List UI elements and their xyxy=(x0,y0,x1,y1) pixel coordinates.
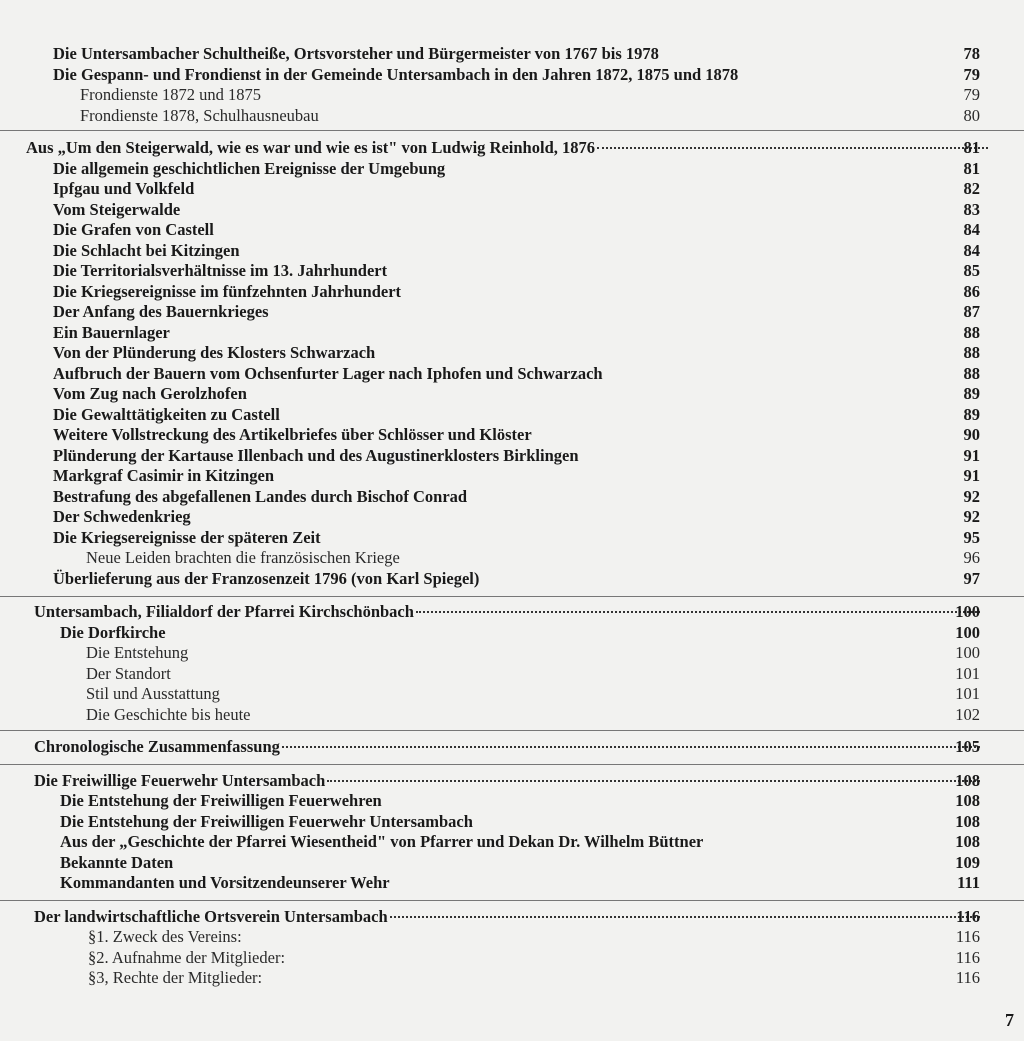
toc-page-number: 90 xyxy=(963,425,980,444)
toc-entry-title: Die Entstehung xyxy=(86,643,189,662)
toc-entry-title: Die Kriegsereignisse der späteren Zeit xyxy=(53,527,321,547)
toc-page-number: 102 xyxy=(955,704,980,724)
toc-page-number: 81 xyxy=(963,138,980,157)
toc-chapter-title: Die Freiwillige Feuerwehr Untersambach xyxy=(34,770,326,790)
toc-page-number: 83 xyxy=(963,199,980,219)
toc-page-number: 108 xyxy=(955,832,980,851)
toc-entry-title: Frondienste 1878, Schulhausneubau xyxy=(80,105,319,125)
toc-entry-title: Ein Bauernlager xyxy=(53,322,170,342)
toc-entry xyxy=(0,968,1024,989)
leader-dots xyxy=(416,611,980,613)
toc-page-number: 100 xyxy=(955,622,980,642)
toc-entry-title: Markgraf Casimir in Kitzingen xyxy=(53,466,275,485)
toc-page-number: 79 xyxy=(963,64,980,84)
toc-entry xyxy=(0,466,1024,487)
toc-page-number: 89 xyxy=(963,384,980,403)
toc-page-number: 92 xyxy=(963,507,980,526)
toc-entry xyxy=(0,853,1024,874)
toc-entry-title: Kommandanten und Vorsitzendeunserer Wehr xyxy=(60,873,390,892)
toc-entry xyxy=(0,623,1024,644)
toc-entry-title: Die Kriegsereignisse im fünfzehnten Jahrhundert xyxy=(53,281,402,301)
leader-dots xyxy=(327,780,980,782)
toc-chapter-title: Der landwirtschaftliche Ortsverein Untersambach xyxy=(34,906,388,926)
toc-entry xyxy=(0,106,1024,127)
leader-dots xyxy=(597,147,988,149)
toc-page-number: 95 xyxy=(963,527,980,547)
toc-entry xyxy=(0,323,1024,344)
toc-entry-title: Bekannte Daten xyxy=(60,852,174,872)
toc-entry xyxy=(0,684,1024,705)
toc-page-number: 84 xyxy=(963,240,980,260)
toc-entry xyxy=(0,302,1024,323)
toc-page-number: 105 xyxy=(955,737,980,756)
toc-page-number: 116 xyxy=(955,968,980,987)
toc-entry xyxy=(0,405,1024,426)
toc-section xyxy=(0,764,1024,900)
toc-page-number: 89 xyxy=(963,404,980,424)
toc-entry xyxy=(0,791,1024,812)
toc-entry-title: §2. Aufnahme der Mitglieder: xyxy=(88,947,286,967)
toc-entry-title: §1. Zweck des Vereins: xyxy=(88,927,242,946)
toc-section xyxy=(0,0,1024,130)
toc-section xyxy=(0,596,1024,730)
toc-entry xyxy=(0,832,1024,853)
toc-entry xyxy=(0,812,1024,833)
leader-dots xyxy=(390,916,980,918)
toc-page-number: 116 xyxy=(955,927,980,946)
toc-entry-title: Neue Leiden brachten die französischen Kriege xyxy=(86,548,400,567)
toc-entry-title: Die Grafen von Castell xyxy=(53,220,214,239)
toc-entry xyxy=(0,548,1024,569)
toc-page-number: 88 xyxy=(963,343,980,362)
toc-page-number: 88 xyxy=(963,322,980,342)
toc-entry-title: Die Territorialsverhältnisse im 13. Jahrhundert xyxy=(53,261,388,280)
toc-chapter xyxy=(0,771,1024,792)
toc-entry xyxy=(0,528,1024,549)
toc-page-number: 108 xyxy=(955,811,980,831)
toc-entry xyxy=(0,705,1024,726)
toc-entry xyxy=(0,200,1024,221)
toc-entry-title: Aufbruch der Bauern vom Ochsenfurter Lager nach Iphofen und Schwarzach xyxy=(53,363,603,383)
toc-entry-title: Die Gewalttätigkeiten zu Castell xyxy=(53,404,280,424)
toc-page-number: 86 xyxy=(963,281,980,301)
toc-entry xyxy=(0,220,1024,241)
toc-page-number: 116 xyxy=(955,947,980,967)
toc-entry-title: Frondienste 1872 und 1875 xyxy=(80,85,262,104)
toc-entry xyxy=(0,927,1024,948)
toc-section xyxy=(0,730,1024,764)
toc-page-number: 101 xyxy=(955,663,980,683)
toc-page-number: 97 xyxy=(963,568,980,588)
toc-page-number: 96 xyxy=(963,548,980,567)
toc-entry-title: Aus der „Geschichte der Pfarrei Wiesentheid" von Pfarrer und Dekan Dr. Wilhelm Büttner xyxy=(60,832,704,851)
toc-entry xyxy=(0,179,1024,200)
toc-chapter-title: Chronologische Zusammenfassung xyxy=(34,737,280,756)
toc-page-number: 81 xyxy=(963,158,980,178)
toc-chapter xyxy=(0,602,1024,623)
toc-entry-title: Die allgemein geschichtlichen Ereignisse der Umgebung xyxy=(53,158,446,178)
toc-page-number: 101 xyxy=(955,684,980,703)
toc-entry xyxy=(0,343,1024,364)
toc-entry-title: Weitere Vollstreckung des Artikelbriefes über Schlösser und Klöster xyxy=(53,425,532,444)
toc-chapter xyxy=(0,138,1024,159)
toc-page-number: 108 xyxy=(955,770,980,790)
toc-entry-title: Der Schwedenkrieg xyxy=(53,507,191,526)
toc-page-number: 108 xyxy=(955,791,980,810)
toc-section xyxy=(0,900,1024,995)
toc-chapter-title: Untersambach, Filialdorf der Pfarrei Kirchschönbach xyxy=(34,602,414,621)
toc-entry-title: Die Dorfkirche xyxy=(60,622,166,642)
toc-page-number: 109 xyxy=(955,852,980,872)
toc-entry-title: Die Untersambacher Schultheiße, Ortsvorsteher und Bürgermeister von 1767 bis 1978 xyxy=(53,44,659,63)
toc-entry xyxy=(0,569,1024,590)
toc-entry xyxy=(0,44,1024,65)
toc-page-number: 79 xyxy=(963,85,980,104)
toc-chapter xyxy=(0,907,1024,928)
leader-dots xyxy=(282,746,980,748)
toc-entry-title: Der Standort xyxy=(86,663,171,683)
toc-entry-title: Die Entstehung der Freiwilligen Feuerwehren xyxy=(60,791,382,810)
toc-page-number: 91 xyxy=(963,466,980,485)
toc-page-number: 78 xyxy=(963,44,980,63)
toc-section xyxy=(0,130,1024,596)
toc-page-number: 91 xyxy=(963,445,980,465)
toc-entry xyxy=(0,364,1024,385)
toc-page-number: 88 xyxy=(963,363,980,383)
toc-chapter-title: Aus „Um den Steigerwald, wie es war und wie es ist" von Ludwig Reinhold, 1876 xyxy=(26,138,595,157)
toc-entry xyxy=(0,65,1024,86)
toc-entry xyxy=(0,241,1024,262)
toc-page-number: 82 xyxy=(963,179,980,198)
toc-entry xyxy=(0,507,1024,528)
toc-entry xyxy=(0,159,1024,180)
toc-page-number: 80 xyxy=(963,105,980,125)
toc-entry-title: Stil und Ausstattung xyxy=(86,684,220,703)
toc-entry-title: Die Geschichte bis heute xyxy=(86,704,251,724)
toc-entry xyxy=(0,487,1024,508)
toc-page-number: 111 xyxy=(957,873,980,892)
toc-entry-title: Ipfgau und Volkfeld xyxy=(53,179,195,198)
toc-entry-title: Der Anfang des Bauernkrieges xyxy=(53,302,269,321)
toc-entry xyxy=(0,643,1024,664)
toc-entry xyxy=(0,384,1024,405)
toc-entry-title: Vom Steigerwalde xyxy=(53,199,181,219)
toc-entry-title: Bestrafung des abgefallenen Landes durch Bischof Conrad xyxy=(53,486,468,506)
toc-page-number: 87 xyxy=(963,302,980,321)
toc-chapter xyxy=(0,737,1024,758)
toc-page-number: 100 xyxy=(955,643,980,662)
toc-entry-title: Die Gespann- und Frondienst in der Gemeinde Untersambach in den Jahren 1872, 1875 und 1878 xyxy=(53,64,739,84)
toc-page-number: 84 xyxy=(963,220,980,239)
toc-entry xyxy=(0,948,1024,969)
toc-entry xyxy=(0,873,1024,894)
toc-entry xyxy=(0,261,1024,282)
toc-entry-title: Überlieferung aus der Franzosenzeit 1796 (von Karl Spiegel) xyxy=(53,568,480,588)
toc-entry-title: Von der Plünderung des Klosters Schwarzach xyxy=(53,343,376,362)
page-number: 7 xyxy=(1005,1010,1014,1030)
toc-entry-title: §3, Rechte der Mitglieder: xyxy=(88,968,263,987)
toc-entry-title: Die Entstehung der Freiwilligen Feuerwehr Untersambach xyxy=(60,811,473,831)
toc-entry xyxy=(0,425,1024,446)
toc-page-number: 92 xyxy=(963,486,980,506)
toc-entry xyxy=(0,282,1024,303)
toc-page-number: 100 xyxy=(955,602,980,621)
toc-page-number: 116 xyxy=(956,906,980,926)
toc-entry xyxy=(0,664,1024,685)
toc-entry-title: Die Schlacht bei Kitzingen xyxy=(53,240,240,260)
toc-entry xyxy=(0,446,1024,467)
toc-entry xyxy=(0,85,1024,106)
toc-entry-title: Plünderung der Kartause Illenbach und des Augustinerklosters Birklingen xyxy=(53,445,579,465)
toc-page-number: 85 xyxy=(963,261,980,280)
toc-entry-title: Vom Zug nach Gerolzhofen xyxy=(53,384,247,403)
